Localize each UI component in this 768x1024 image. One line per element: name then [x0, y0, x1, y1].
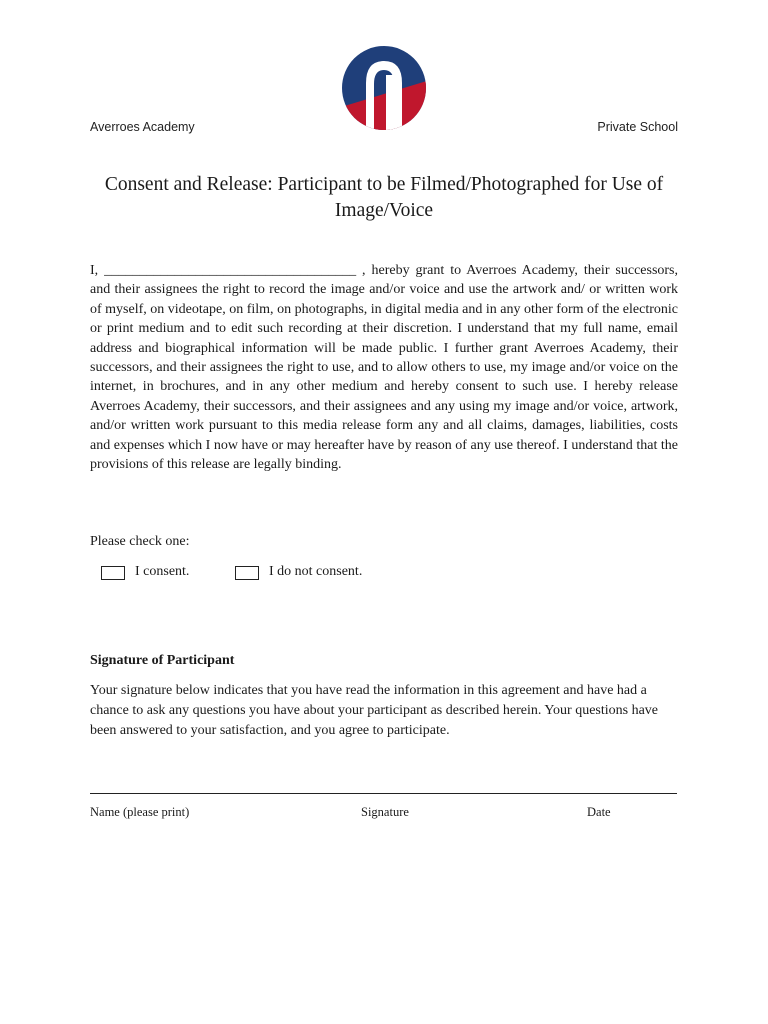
consent-label: I consent.: [135, 564, 190, 579]
no-consent-checkbox[interactable]: [235, 566, 259, 580]
school-name: Averroes Academy: [90, 120, 195, 134]
school-type: Private School: [597, 120, 678, 134]
release-paragraph: [90, 261, 678, 474]
release-lead: I,: [90, 263, 99, 278]
date-label: Date: [587, 805, 611, 819]
consent-checkbox[interactable]: [101, 566, 125, 580]
signature-line[interactable]: [90, 793, 677, 794]
release-text: , hereby grant to Averroes Academy, their successors, and their assignees the right to record the image and/or voice and use the artwork and/ or written work of myself, on videotape, on film, on photographs, in digital media and in any other form of the electronic or print medium and to edit such recording at their discretion. I understand that my full name, email address and biographical information will be made public. I further grant Averroes Academy, their successors, and their assignees the right to use, and to allow others to use, my image and/or voice on the internet, in brochures, and in any other medium and hereby consent to such use. I hereby release Averroes Academy, their successors, and their assignees and any using my image and/or voice, artwork, and/or written work pursuant to this media release form any and all claims, damages, liabilities, costs and expenses which I now have or may hereafter have by reason of any use thereof. I understand that the provisions of this release are legally binding.: [90, 263, 679, 473]
signature-paragraph: Your signature below indicates that you have read the information in this agreement and have had a chance to ask any questions you have about your participant as described herein. Your questions have been answered to your satisfaction, and you agree to participate.: [90, 683, 659, 738]
check-prompt: Please check one:: [90, 534, 190, 549]
form-title: Consent and Release: Participant to be Filmed/Photographed for Use of Image/Voice: [104, 174, 664, 221]
no-consent-option[interactable]: [235, 564, 362, 580]
averroes-academy-logo-icon: [341, 45, 427, 131]
consent-option[interactable]: [101, 564, 189, 580]
no-consent-label: I do not consent.: [269, 564, 363, 579]
signature-label: Signature: [361, 805, 409, 819]
participant-name-blank[interactable]: ____________________________________: [104, 263, 357, 278]
name-label: Name (please print): [90, 805, 190, 819]
signature-heading: Signature of Participant: [90, 653, 235, 668]
